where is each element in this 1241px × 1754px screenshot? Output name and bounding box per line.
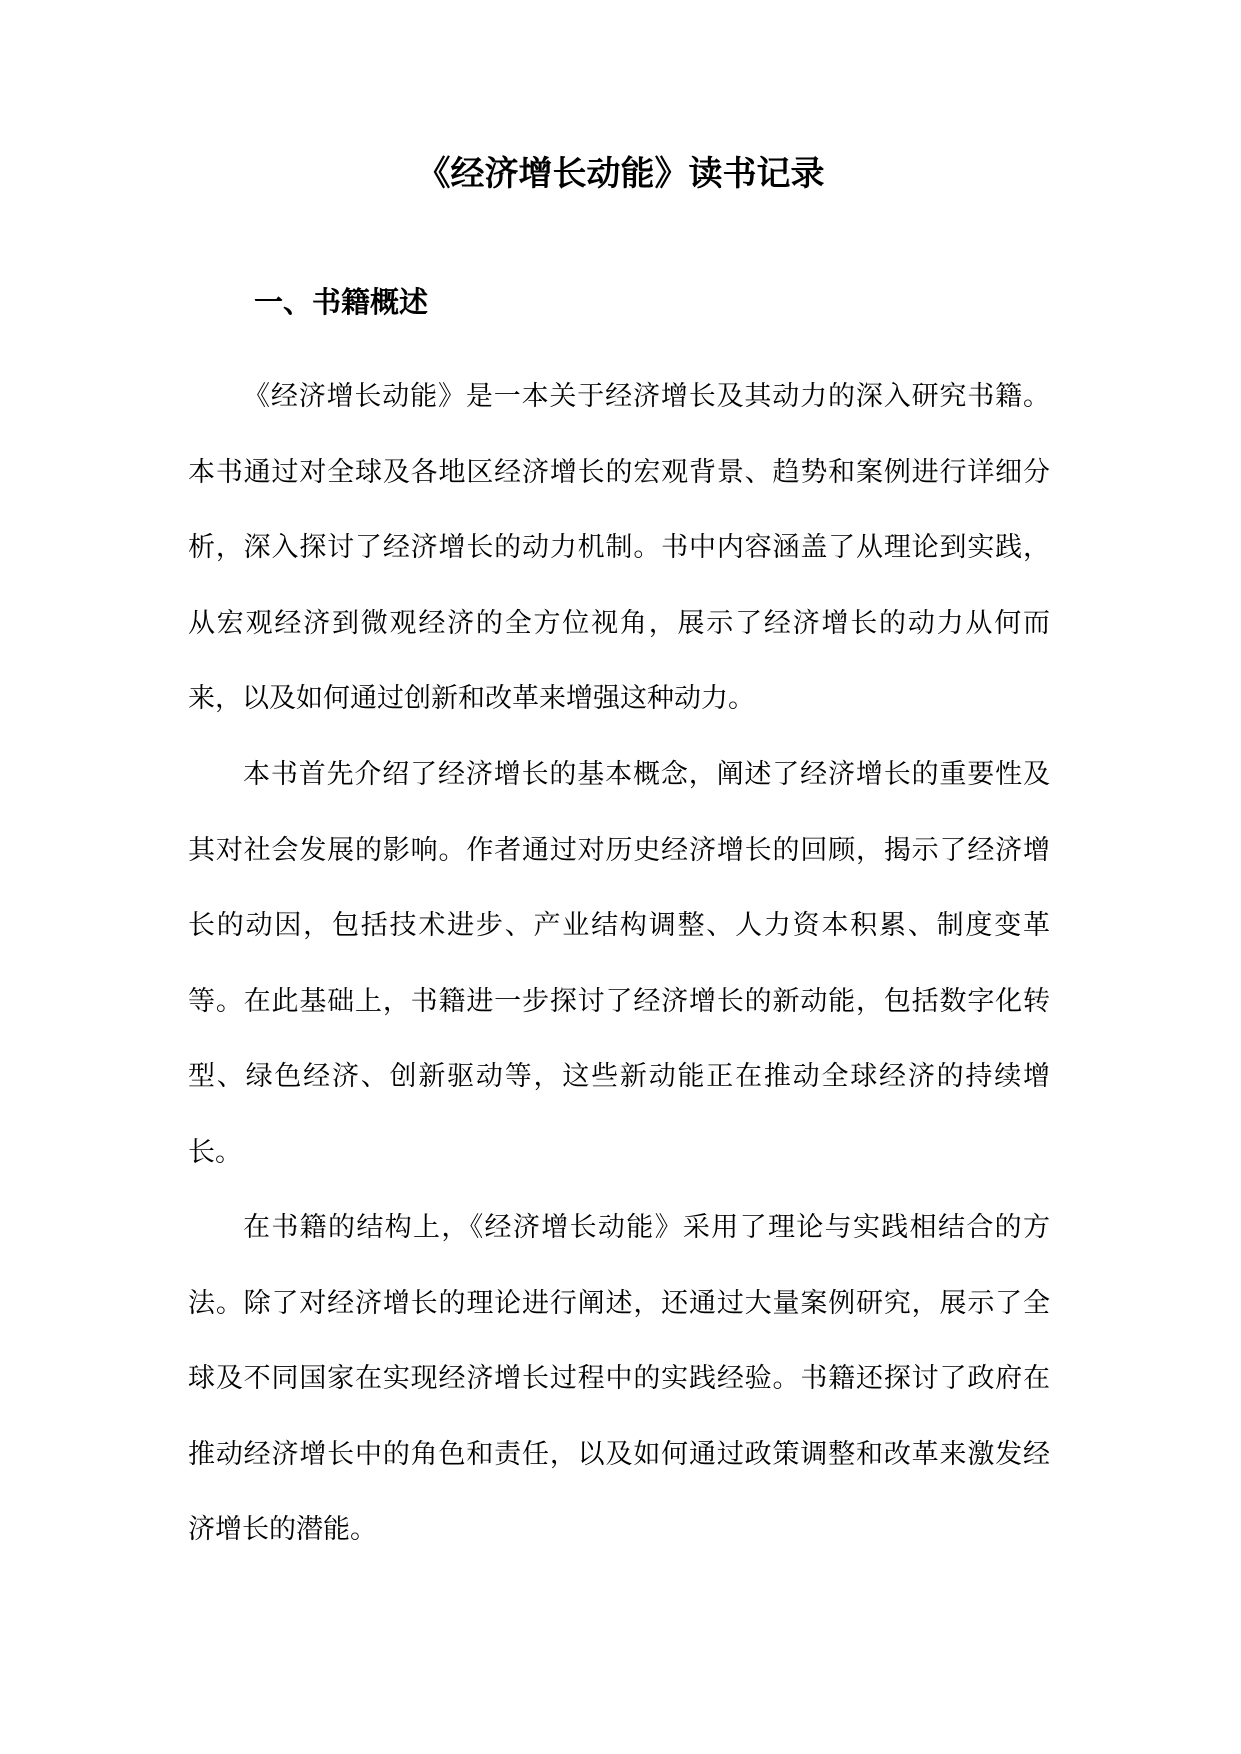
paragraph-2: 本书首先介绍了经济增长的基本概念，阐述了经济增长的重要性及其对社会发展的影响。作者通过对历史经济增长的回顾，揭示了经济增长的动因，包括技术进步、产业结构调整、人力资本积累、制度变革等。在此基础上，书籍进一步探讨了经济增长的新动能，包括数字化转型、绿色经济、创新驱动等，这些新动能正在推动全球经济的持续增长。 bbox=[188, 759, 1050, 1168]
paragraph-3: 在书籍的结构上，《经济增长动能》采用了理论与实践相结合的方法。除了对经济增长的理论进行阐述，还通过大量案例研究，展示了全球及不同国家在实现经济增长过程中的实践经验。书籍还探讨了政府在推动经济增长中的角色和责任，以及如何通过政策调整和改革来激发经济增长的潜能。 bbox=[188, 1212, 1050, 1545]
document-title: 《经济增长动能》读书记录 bbox=[416, 154, 825, 194]
paragraph-1: 《经济增长动能》是一本关于经济增长及其动力的深入研究书籍。本书通过对全球及各地区经济增长的宏观背景、趋势和案例进行详细分析，深入探讨了经济增长的动力机制。书中内容涵盖了从理论到实践，从宏观经济到微观经济的全方位视角，展示了经济增长的动力从何而来，以及如何通过创新和改革来增强这种动力。 bbox=[188, 381, 1050, 714]
section-heading-overview: 一、书籍概述 bbox=[254, 285, 429, 319]
